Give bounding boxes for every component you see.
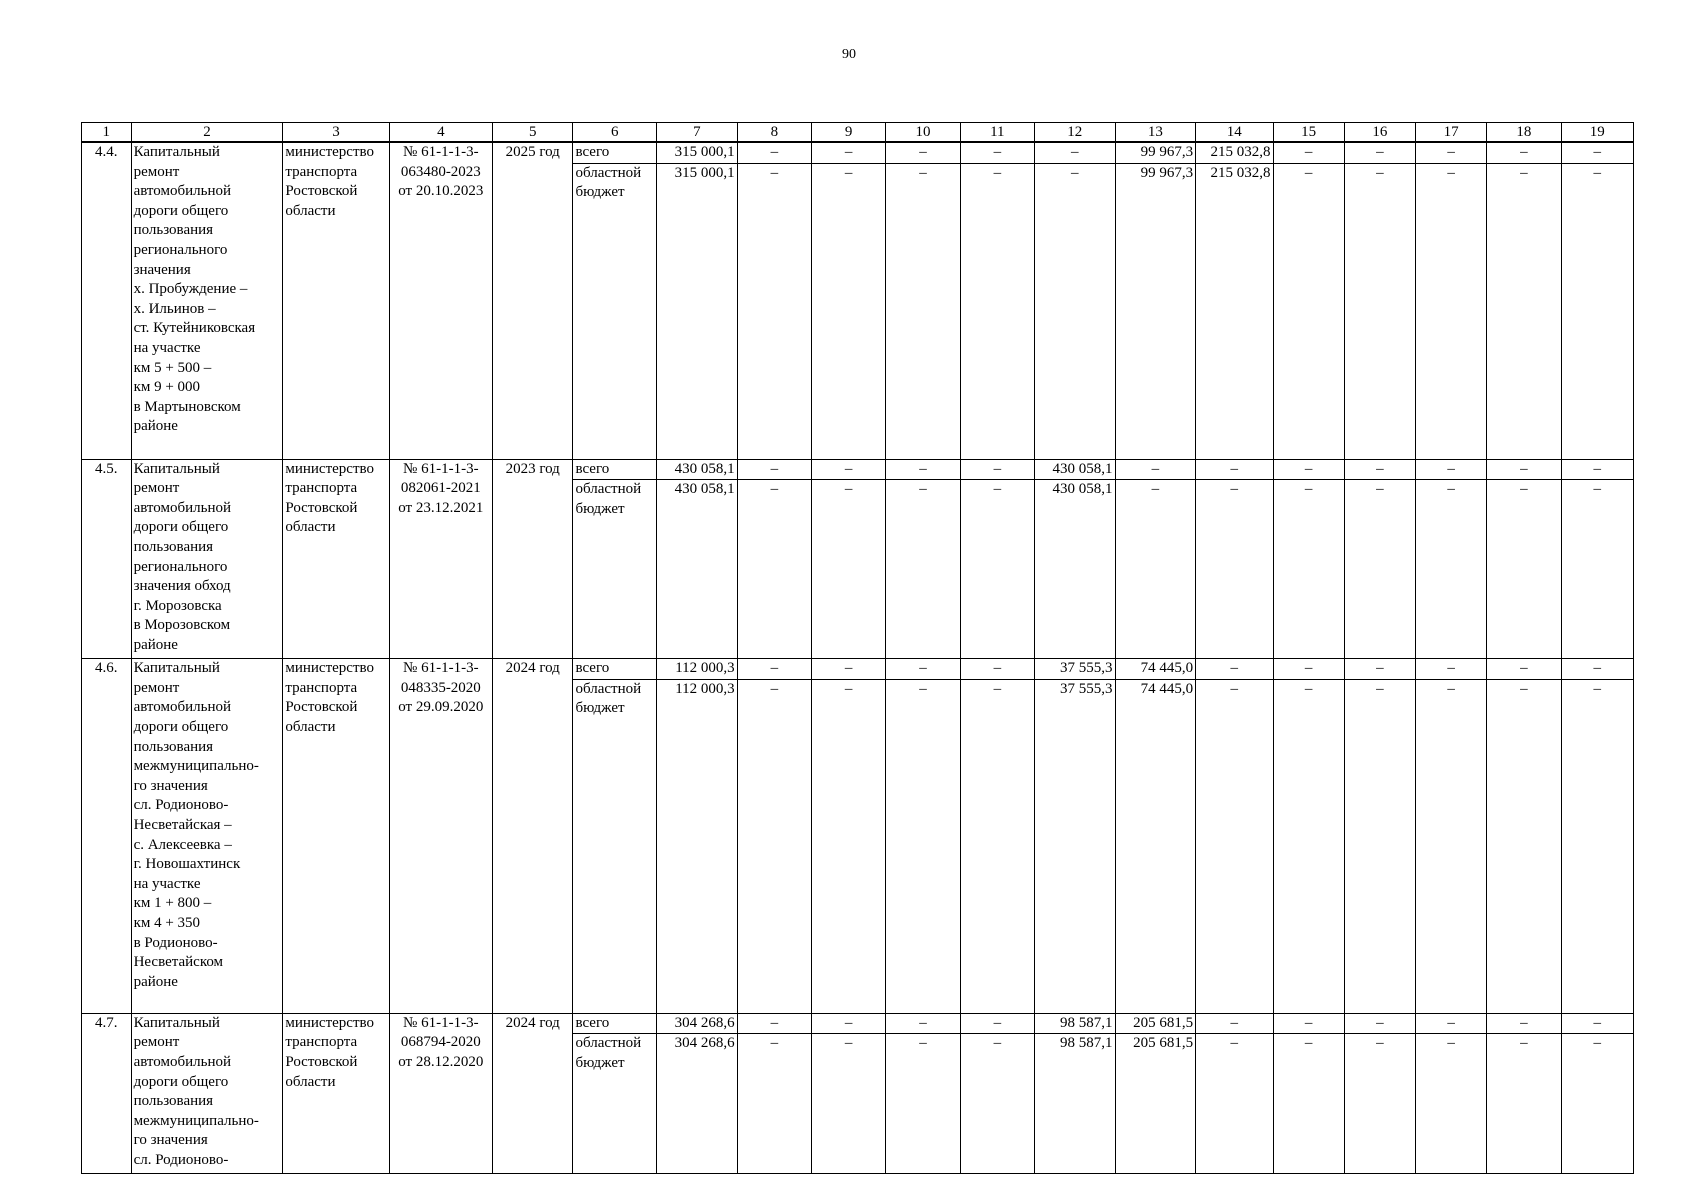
cell-line: ремонт bbox=[133, 480, 180, 497]
cell-line: автомобильной bbox=[133, 183, 232, 200]
cell-line: в Морозовском bbox=[133, 617, 231, 634]
empty-value-cell: – bbox=[1415, 459, 1486, 480]
cell-line: транспорта bbox=[285, 480, 358, 497]
cell-line: 063480-2023 bbox=[400, 163, 481, 180]
empty-value-cell: – bbox=[1561, 1013, 1633, 1034]
cell-line: Ростовской bbox=[285, 183, 358, 200]
cell-line: Капитальный bbox=[133, 460, 220, 477]
empty-value-cell: – bbox=[1273, 480, 1344, 659]
header-cell: 6 bbox=[573, 123, 657, 143]
cell-line: областной bbox=[575, 1035, 642, 1052]
empty-value-cell: – bbox=[737, 480, 811, 659]
empty-value-cell: – bbox=[1487, 480, 1561, 659]
header-cell: 12 bbox=[1035, 123, 1116, 143]
empty-value-cell: – bbox=[886, 1013, 960, 1034]
empty-value-cell: – bbox=[737, 142, 811, 163]
budget-table bbox=[81, 122, 1634, 1174]
amount-cell: 98 587,1 bbox=[1035, 1034, 1116, 1174]
cell-line: бюджет bbox=[575, 1054, 625, 1071]
amount-cell: 215 032,8 bbox=[1196, 163, 1273, 459]
empty-value-cell: – bbox=[1561, 1034, 1633, 1174]
cell-line: № 61-1-1-3- bbox=[403, 144, 479, 160]
empty-value-cell: – bbox=[1415, 1034, 1486, 1174]
cell-line: с. Алексеевка – bbox=[133, 836, 232, 853]
cell-line: го значения bbox=[133, 1132, 208, 1149]
empty-value-cell: – bbox=[1035, 142, 1116, 163]
empty-value-cell: – bbox=[1561, 480, 1633, 659]
item-number: 4.5. bbox=[82, 459, 132, 659]
cell-line: областной bbox=[575, 481, 642, 498]
funding-source bbox=[573, 659, 657, 680]
amount-cell: 315 000,1 bbox=[657, 163, 738, 459]
cell-line: х. Ильинов – bbox=[133, 300, 216, 317]
funding-source bbox=[573, 1034, 657, 1174]
cell-line: в Родионово- bbox=[133, 934, 218, 951]
empty-value-cell: – bbox=[1344, 679, 1415, 1013]
cell-line: г. Новошахтинск bbox=[133, 856, 241, 873]
expertise-document bbox=[389, 1013, 492, 1174]
empty-value-cell: – bbox=[737, 1013, 811, 1034]
table-row bbox=[82, 1013, 1634, 1034]
object-name bbox=[131, 459, 283, 659]
empty-value-cell: – bbox=[1561, 142, 1633, 163]
empty-value-cell: – bbox=[1273, 459, 1344, 480]
empty-value-cell: – bbox=[1561, 163, 1633, 459]
empty-value-cell: – bbox=[1487, 142, 1561, 163]
amount-cell: 205 681,5 bbox=[1115, 1013, 1196, 1034]
empty-value-cell: – bbox=[1415, 679, 1486, 1013]
empty-value-cell: – bbox=[1273, 163, 1344, 459]
empty-value-cell: – bbox=[1115, 459, 1196, 480]
empty-value-cell: – bbox=[1561, 459, 1633, 480]
cell-line: дороги общего bbox=[133, 202, 229, 219]
header-cell: 5 bbox=[492, 123, 573, 143]
amount-cell: 98 587,1 bbox=[1035, 1013, 1116, 1034]
amount-cell: 315 000,1 bbox=[657, 142, 738, 163]
empty-value-cell: – bbox=[960, 1034, 1034, 1174]
empty-value-cell: – bbox=[1487, 1034, 1561, 1174]
cell-line: на участке bbox=[133, 875, 201, 892]
empty-value-cell: – bbox=[960, 163, 1034, 459]
cell-line: всего bbox=[575, 660, 610, 677]
empty-value-cell: – bbox=[1196, 1034, 1273, 1174]
empty-value-cell: – bbox=[1344, 163, 1415, 459]
cell-line: дороги общего bbox=[133, 1073, 229, 1090]
funding-source bbox=[573, 1013, 657, 1034]
empty-value-cell: – bbox=[1487, 459, 1561, 480]
empty-value-cell: – bbox=[1273, 659, 1344, 680]
empty-value-cell: – bbox=[811, 1034, 885, 1174]
cell-line: пользования bbox=[133, 738, 214, 755]
empty-value-cell: – bbox=[886, 679, 960, 1013]
empty-value-cell: – bbox=[737, 459, 811, 480]
cell-line: № 61-1-1-3- bbox=[403, 460, 479, 477]
header-cell: 17 bbox=[1415, 123, 1486, 143]
empty-value-cell: – bbox=[1344, 459, 1415, 480]
header-cell: 13 bbox=[1115, 123, 1196, 143]
empty-value-cell: – bbox=[1344, 1034, 1415, 1174]
cell-line: 068794-2020 bbox=[400, 1034, 481, 1051]
header-cell: 10 bbox=[886, 123, 960, 143]
empty-value-cell: – bbox=[960, 1013, 1034, 1034]
amount-cell: 37 555,3 bbox=[1035, 679, 1116, 1013]
cell-line: от 29.09.2020 bbox=[398, 699, 484, 716]
empty-value-cell: – bbox=[886, 459, 960, 480]
empty-value-cell: – bbox=[886, 142, 960, 163]
item-number: 4.6. bbox=[82, 659, 132, 1014]
funding-source bbox=[573, 163, 657, 459]
cell-line: от 28.12.2020 bbox=[398, 1053, 484, 1070]
responsible-org bbox=[283, 459, 389, 659]
empty-value-cell: – bbox=[1273, 142, 1344, 163]
cell-line: министерство bbox=[285, 144, 374, 160]
empty-value-cell: – bbox=[1415, 142, 1486, 163]
empty-value-cell: – bbox=[737, 679, 811, 1013]
header-cell: 2 bbox=[131, 123, 283, 143]
empty-value-cell: – bbox=[1196, 659, 1273, 680]
cell-line: автомобильной bbox=[133, 699, 232, 716]
amount-cell: 99 967,3 bbox=[1115, 163, 1196, 459]
item-number: 4.4. bbox=[82, 142, 132, 459]
header-cell: 9 bbox=[811, 123, 885, 143]
funding-source bbox=[573, 679, 657, 1013]
empty-value-cell: – bbox=[1415, 659, 1486, 680]
empty-value-cell: – bbox=[1196, 679, 1273, 1013]
empty-value-cell: – bbox=[1487, 163, 1561, 459]
cell-line: сл. Родионово- bbox=[133, 797, 229, 814]
empty-value-cell: – bbox=[1561, 659, 1633, 680]
cell-line: области bbox=[285, 718, 336, 735]
responsible-org bbox=[283, 1013, 389, 1174]
cell-line: пользования bbox=[133, 538, 214, 555]
completion-year: 2025 год bbox=[492, 142, 573, 459]
cell-line: Ростовской bbox=[285, 699, 358, 716]
expertise-document bbox=[389, 459, 492, 659]
cell-line: транспорта bbox=[285, 163, 358, 180]
empty-value-cell: – bbox=[1487, 1013, 1561, 1034]
amount-cell: 430 058,1 bbox=[1035, 459, 1116, 480]
cell-line: министерство bbox=[285, 660, 374, 677]
cell-line: значения обход bbox=[133, 578, 231, 595]
cell-line: 048335-2020 bbox=[400, 679, 481, 696]
cell-line: км 9 + 000 bbox=[133, 379, 201, 396]
empty-value-cell: – bbox=[886, 480, 960, 659]
object-name bbox=[131, 659, 283, 1014]
cell-line: межмуниципально- bbox=[133, 758, 259, 775]
empty-value-cell: – bbox=[960, 459, 1034, 480]
amount-cell: 37 555,3 bbox=[1035, 659, 1116, 680]
empty-value-cell: – bbox=[1415, 480, 1486, 659]
cell-line: от 20.10.2023 bbox=[398, 183, 484, 200]
empty-value-cell: – bbox=[1273, 1013, 1344, 1034]
cell-line: ст. Кутейниковская bbox=[133, 320, 256, 337]
object-name bbox=[131, 142, 283, 459]
empty-value-cell: – bbox=[737, 659, 811, 680]
empty-value-cell: – bbox=[1487, 659, 1561, 680]
amount-cell: 430 058,1 bbox=[657, 480, 738, 659]
cell-line: ремонт bbox=[133, 163, 180, 180]
cell-line: Ростовской bbox=[285, 499, 358, 516]
empty-value-cell: – bbox=[1344, 142, 1415, 163]
completion-year: 2024 год bbox=[492, 659, 573, 1014]
header-cell: 7 bbox=[657, 123, 738, 143]
empty-value-cell: – bbox=[886, 659, 960, 680]
empty-value-cell: – bbox=[1196, 480, 1273, 659]
responsible-org bbox=[283, 142, 389, 459]
cell-line: автомобильной bbox=[133, 1053, 232, 1070]
cell-line: Несветайская – bbox=[133, 816, 232, 833]
empty-value-cell: – bbox=[811, 163, 885, 459]
cell-line: области bbox=[285, 1073, 336, 1090]
responsible-org bbox=[283, 659, 389, 1014]
empty-value-cell: – bbox=[811, 1013, 885, 1034]
empty-value-cell: – bbox=[960, 679, 1034, 1013]
empty-value-cell: – bbox=[1561, 679, 1633, 1013]
empty-value-cell: – bbox=[1273, 679, 1344, 1013]
empty-value-cell: – bbox=[1273, 1034, 1344, 1174]
amount-cell: 74 445,0 bbox=[1115, 659, 1196, 680]
cell-line: министерство bbox=[285, 460, 374, 477]
cell-line: № 61-1-1-3- bbox=[403, 1014, 479, 1031]
empty-value-cell: – bbox=[1196, 459, 1273, 480]
cell-line: Капитальный bbox=[133, 1014, 220, 1031]
funding-source bbox=[573, 142, 657, 163]
funding-source bbox=[573, 480, 657, 659]
cell-line: бюджет bbox=[575, 700, 625, 717]
cell-line: 082061-2021 bbox=[400, 480, 481, 497]
completion-year: 2024 год bbox=[492, 1013, 573, 1174]
header-cell: 19 bbox=[1561, 123, 1633, 143]
cell-line: районе bbox=[133, 636, 178, 653]
cell-line: км 4 + 350 bbox=[133, 914, 201, 931]
cell-line: межмуниципально- bbox=[133, 1112, 259, 1129]
amount-cell: 430 058,1 bbox=[657, 459, 738, 480]
cell-line: Несветайском bbox=[133, 954, 224, 971]
amount-cell: 74 445,0 bbox=[1115, 679, 1196, 1013]
table-row bbox=[82, 142, 1634, 163]
cell-line: всего bbox=[575, 460, 610, 477]
amount-cell: 215 032,8 bbox=[1196, 142, 1273, 163]
empty-value-cell: – bbox=[811, 459, 885, 480]
cell-line: дороги общего bbox=[133, 519, 229, 536]
empty-value-cell: – bbox=[1344, 659, 1415, 680]
table-row bbox=[82, 659, 1634, 680]
cell-line: км 1 + 800 – bbox=[133, 895, 212, 912]
empty-value-cell: – bbox=[1115, 480, 1196, 659]
cell-line: Капитальный bbox=[133, 660, 220, 677]
cell-line: от 23.12.2021 bbox=[398, 499, 484, 516]
header-cell: 15 bbox=[1273, 123, 1344, 143]
cell-line: дороги общего bbox=[133, 718, 229, 735]
empty-value-cell: – bbox=[1035, 163, 1116, 459]
empty-value-cell: – bbox=[811, 659, 885, 680]
cell-line: Ростовской bbox=[285, 1053, 358, 1070]
cell-line: районе bbox=[133, 418, 178, 435]
cell-line: транспорта bbox=[285, 1034, 358, 1051]
object-name bbox=[131, 1013, 283, 1174]
header-cell: 14 bbox=[1196, 123, 1273, 143]
cell-line: Капитальный bbox=[133, 144, 220, 160]
cell-line: областной bbox=[575, 164, 642, 181]
empty-value-cell: – bbox=[811, 480, 885, 659]
cell-line: значения bbox=[133, 261, 191, 278]
empty-value-cell: – bbox=[886, 163, 960, 459]
cell-line: области bbox=[285, 519, 336, 536]
header-cell: 8 bbox=[737, 123, 811, 143]
empty-value-cell: – bbox=[1487, 679, 1561, 1013]
header-row bbox=[82, 123, 1634, 143]
funding-source bbox=[573, 459, 657, 480]
cell-line: всего bbox=[575, 144, 610, 160]
item-number: 4.7. bbox=[82, 1013, 132, 1174]
cell-line: районе bbox=[133, 973, 178, 990]
cell-line: го значения bbox=[133, 777, 208, 794]
cell-line: № 61-1-1-3- bbox=[403, 660, 479, 677]
table-row bbox=[82, 459, 1634, 480]
cell-line: всего bbox=[575, 1014, 610, 1031]
empty-value-cell: – bbox=[811, 142, 885, 163]
cell-line: области bbox=[285, 202, 336, 219]
cell-line: бюджет bbox=[575, 500, 625, 517]
header-cell: 11 bbox=[960, 123, 1034, 143]
cell-line: автомобильной bbox=[133, 499, 232, 516]
header-cell: 3 bbox=[283, 123, 389, 143]
empty-value-cell: – bbox=[737, 1034, 811, 1174]
header-cell: 1 bbox=[82, 123, 132, 143]
cell-line: х. Пробуждение – bbox=[133, 281, 248, 298]
cell-line: ремонт bbox=[133, 679, 180, 696]
amount-cell: 304 268,6 bbox=[657, 1034, 738, 1174]
header-cell: 4 bbox=[389, 123, 492, 143]
empty-value-cell: – bbox=[737, 163, 811, 459]
amount-cell: 430 058,1 bbox=[1035, 480, 1116, 659]
cell-line: пользования bbox=[133, 1093, 214, 1110]
empty-value-cell: – bbox=[1196, 1013, 1273, 1034]
page-number: 90 bbox=[842, 47, 856, 62]
cell-line: г. Морозовска bbox=[133, 597, 222, 614]
empty-value-cell: – bbox=[886, 1034, 960, 1174]
cell-line: на участке bbox=[133, 339, 201, 356]
amount-cell: 99 967,3 bbox=[1115, 142, 1196, 163]
empty-value-cell: – bbox=[960, 142, 1034, 163]
header-cell: 16 bbox=[1344, 123, 1415, 143]
empty-value-cell: – bbox=[1415, 1013, 1486, 1034]
cell-line: регионального bbox=[133, 241, 228, 258]
cell-line: регионального bbox=[133, 558, 228, 575]
amount-cell: 304 268,6 bbox=[657, 1013, 738, 1034]
cell-line: пользования bbox=[133, 222, 214, 239]
expertise-document bbox=[389, 659, 492, 1014]
amount-cell: 112 000,3 bbox=[657, 679, 738, 1013]
amount-cell: 205 681,5 bbox=[1115, 1034, 1196, 1174]
empty-value-cell: – bbox=[960, 480, 1034, 659]
expertise-document bbox=[389, 142, 492, 459]
cell-line: министерство bbox=[285, 1014, 374, 1031]
cell-line: в Мартыновском bbox=[133, 398, 241, 415]
empty-value-cell: – bbox=[1344, 480, 1415, 659]
empty-value-cell: – bbox=[960, 659, 1034, 680]
empty-value-cell: – bbox=[1344, 1013, 1415, 1034]
cell-line: областной bbox=[575, 680, 642, 697]
cell-line: сл. Родионово- bbox=[133, 1151, 229, 1168]
cell-line: бюджет bbox=[575, 184, 625, 201]
header-cell: 18 bbox=[1487, 123, 1561, 143]
cell-line: км 5 + 500 – bbox=[133, 359, 212, 376]
empty-value-cell: – bbox=[1415, 163, 1486, 459]
empty-value-cell: – bbox=[811, 679, 885, 1013]
cell-line: ремонт bbox=[133, 1034, 180, 1051]
cell-line: транспорта bbox=[285, 679, 358, 696]
amount-cell: 112 000,3 bbox=[657, 659, 738, 680]
completion-year: 2023 год bbox=[492, 459, 573, 659]
